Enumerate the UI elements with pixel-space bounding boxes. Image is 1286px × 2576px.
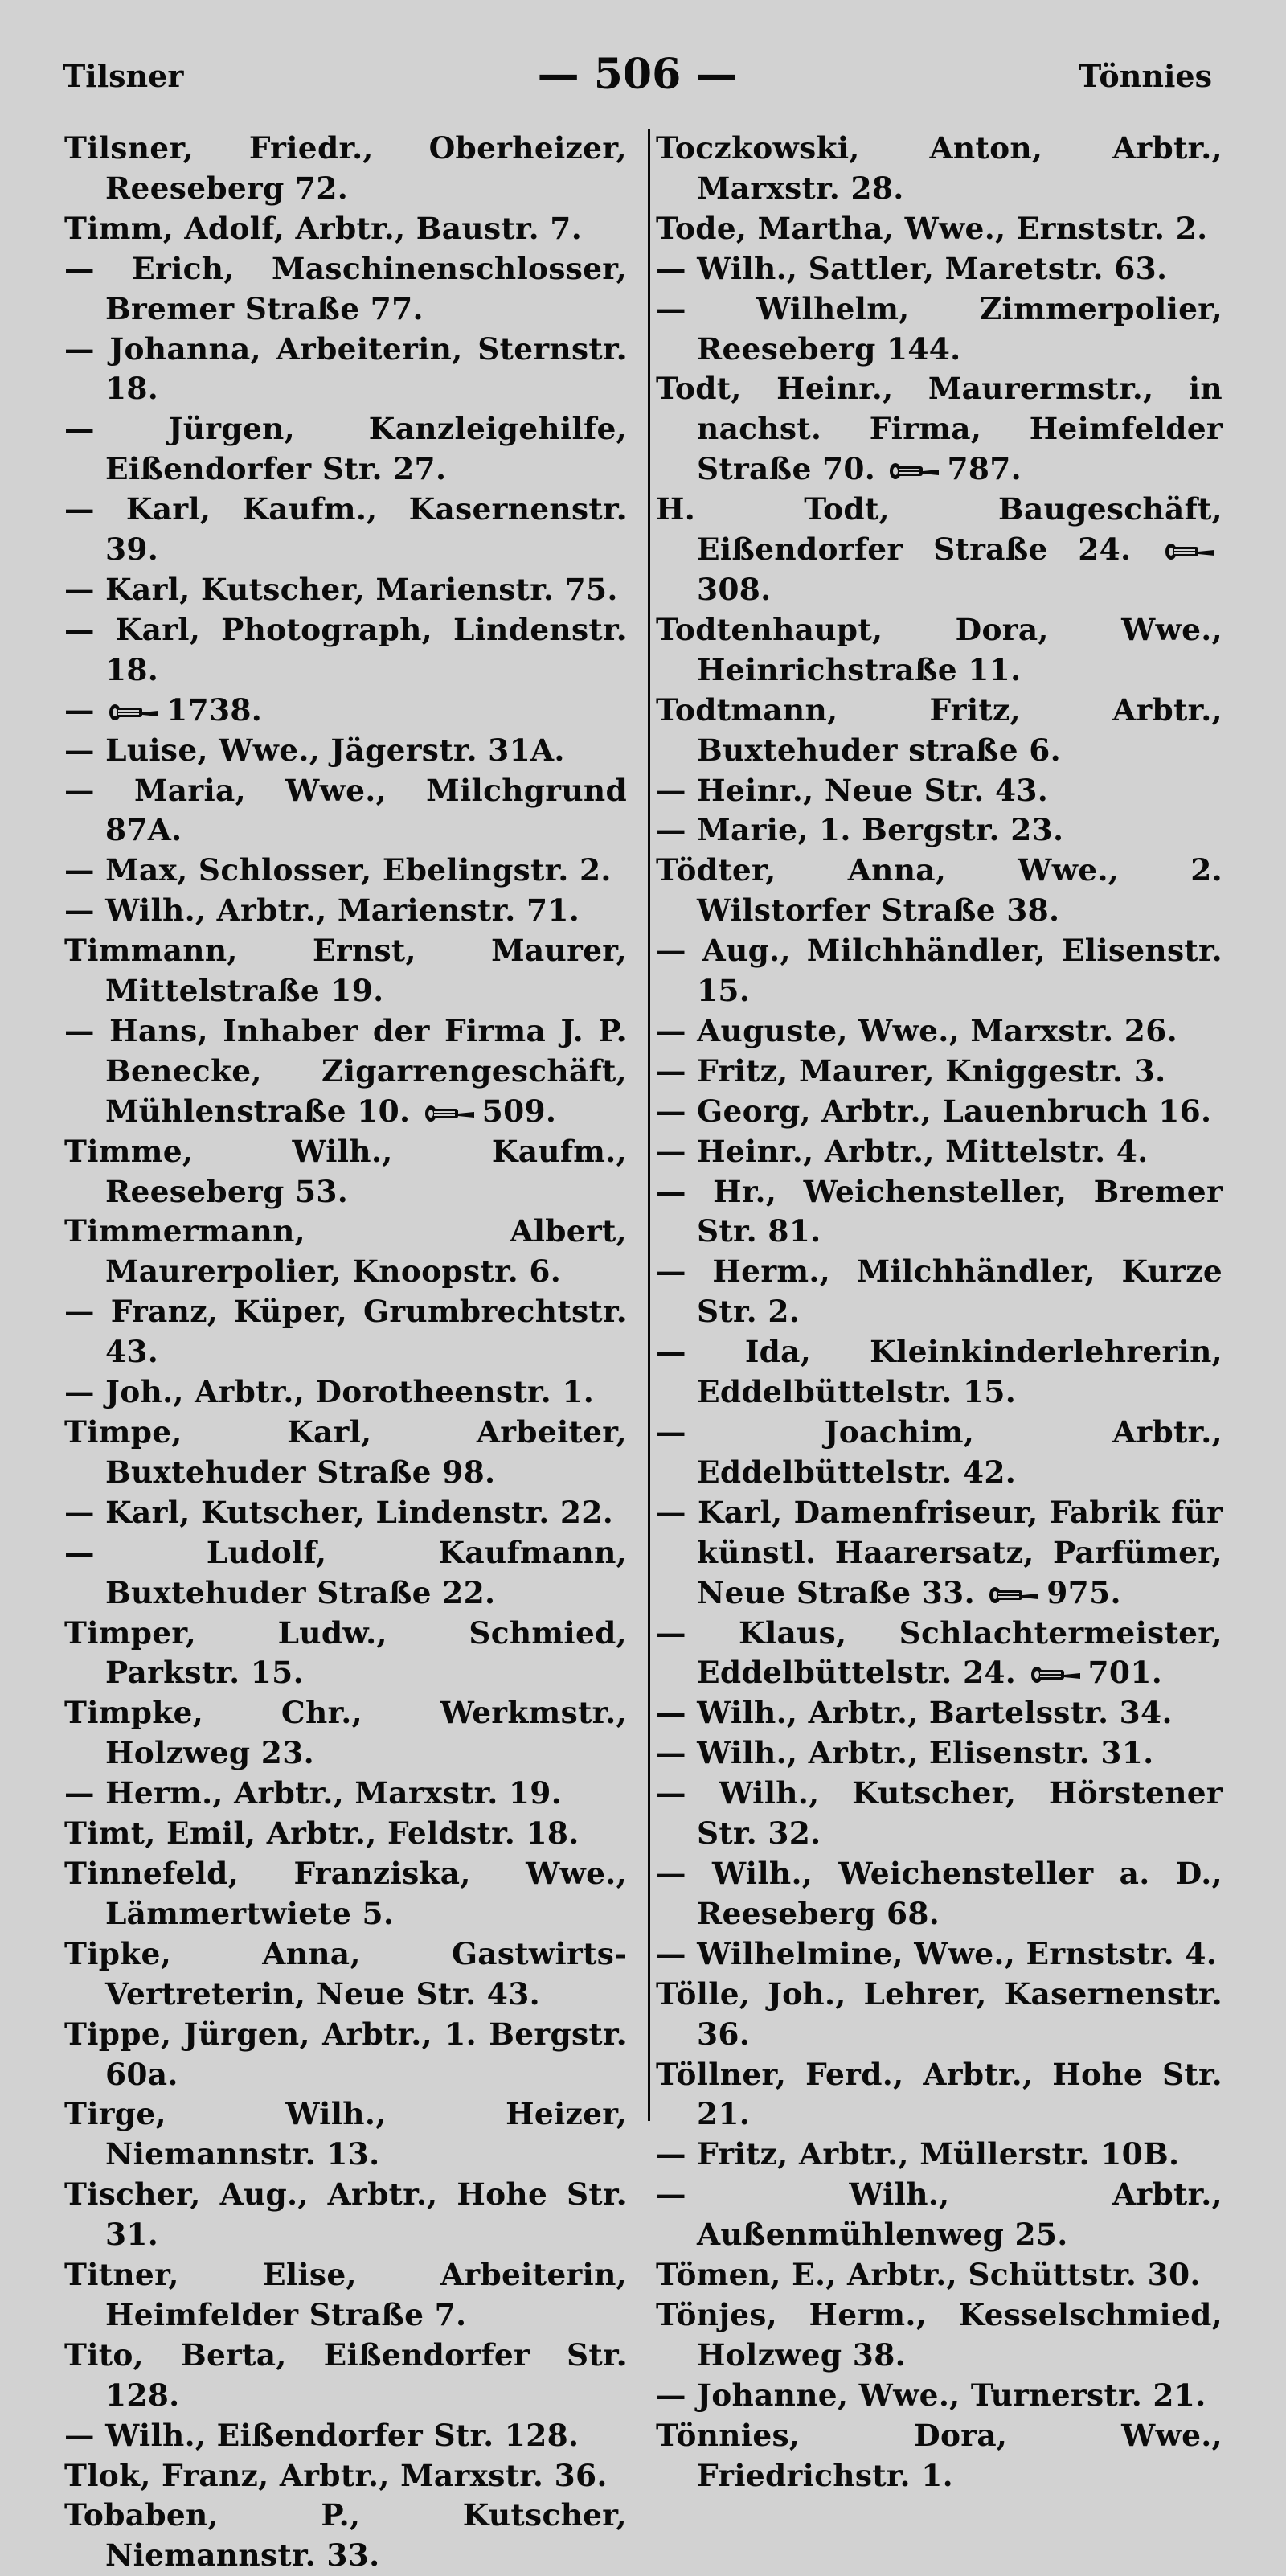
- entry-text: — Joachim, Arbtr., Eddelbüttelstr. 42.: [656, 1414, 1223, 1490]
- entry-text: — Klaus, Schlachtermeister, Eddelbüttelstr. 24.: [656, 1614, 1223, 1691]
- directory-entry: [64, 691, 627, 731]
- phone-number: 701.: [1087, 1655, 1163, 1691]
- directory-entry: [656, 209, 1223, 249]
- directory-entry: [656, 2175, 1223, 2255]
- entry-text: Tirge, Wilh., Heizer, Niemannstr. 13.: [64, 2096, 627, 2172]
- directory-entry: [656, 1132, 1223, 1172]
- directory-entry: [656, 2416, 1223, 2496]
- directory-entry: [656, 1172, 1223, 1253]
- entry-text: Timpke, Chr., Werkmstr., Holzweg 23.: [64, 1695, 627, 1771]
- phone-number: 308.: [697, 571, 772, 607]
- entry-text: Timpe, Karl, Arbeiter, Buxtehuder Straße 98.: [64, 1414, 627, 1490]
- directory-entry: [656, 2295, 1223, 2376]
- directory-entry: [656, 2376, 1223, 2416]
- directory-entry: [656, 810, 1223, 851]
- page-header: [63, 50, 1212, 106]
- telephone-icon: [423, 1103, 477, 1124]
- directory-entry: [656, 1011, 1223, 1052]
- directory-entry: [64, 209, 627, 249]
- directory-entry: [64, 1693, 627, 1774]
- directory-entry: [656, 249, 1223, 289]
- entry-text: — Karl, Kutscher, Lindenstr. 22.: [64, 1494, 614, 1530]
- directory-entry: [64, 2094, 627, 2175]
- directory-entry: [64, 610, 627, 691]
- entry-text: — Karl, Photograph, Lindenstr. 18.: [64, 611, 627, 687]
- entry-text: — Franz, Küper, Grumbrechtstr. 43.: [64, 1294, 627, 1370]
- entry-text: — Georg, Arbtr., Lauenbruch 16.: [656, 1093, 1212, 1129]
- entry-text: — Ludolf, Kaufmann, Buxtehuder Straße 22.: [64, 1534, 627, 1610]
- directory-entry: [656, 1092, 1223, 1132]
- directory-entry: [64, 409, 627, 490]
- directory-entry: [64, 1934, 627, 2015]
- entry-text: — Ida, Kleinkinderlehrerin, Eddelbüttelstr. 15.: [656, 1334, 1223, 1410]
- entry-text: Tinnefeld, Franziska, Wwe., Lämmertwiete 5.: [64, 1855, 627, 1931]
- entry-text: Timt, Emil, Arbtr., Feldstr. 18.: [64, 1815, 580, 1852]
- directory-entry: [656, 2055, 1223, 2135]
- directory-entry: [656, 289, 1223, 370]
- entry-text: — Wilh., Sattler, Maretstr. 63.: [656, 250, 1168, 286]
- entry-text: —: [64, 691, 95, 728]
- entry-text: — Wilh., Arbtr., Außenmühlenweg 25.: [656, 2176, 1223, 2253]
- directory-entry: [656, 490, 1223, 610]
- directory-entry: [656, 1493, 1223, 1614]
- entry-text: Tischer, Aug., Arbtr., Hohe Str. 31.: [64, 2176, 627, 2253]
- entry-text: — Wilh., Eißendorfer Str. 128.: [64, 2417, 580, 2453]
- entry-text: — Aug., Milchhändler, Elisenstr. 15.: [656, 933, 1223, 1009]
- directory-entry: [64, 490, 627, 570]
- entry-text: — Johanne, Wwe., Turnerstr. 21.: [656, 2377, 1206, 2413]
- right-column: [656, 129, 1223, 2496]
- telephone-icon: [887, 461, 942, 482]
- entry-text: Titner, Elise, Arbeiterin, Heimfelder Straße 7.: [64, 2257, 627, 2332]
- entry-text: — Heinr., Arbtr., Mittelstr. 4.: [656, 1133, 1149, 1169]
- entry-text: — Karl, Damenfriseur, Fabrik für künstl. Haarersatz, Parfümer, Neue Straße 33.: [656, 1494, 1223, 1610]
- entry-text: — Jürgen, Kanzleigehilfe, Eißendorfer Str. 27.: [64, 411, 627, 487]
- entry-text: — Fritz, Arbtr., Müllerstr. 10B.: [656, 2136, 1180, 2172]
- entry-text: — Joh., Arbtr., Dorotheenstr. 1.: [64, 1374, 595, 1410]
- directory-entry: [64, 1413, 627, 1493]
- directory-entry: [656, 1252, 1223, 1332]
- entry-text: Todt, Heinr., Maurermstr., in nachst. Firma, Heimfelder Straße 70.: [656, 371, 1223, 487]
- entry-text: H. Todt, Baugeschäft, Eißendorfer Straße 24.: [656, 491, 1223, 568]
- directory-entry: [64, 851, 627, 891]
- entry-text: — Karl, Kutscher, Marienstr. 75.: [64, 571, 618, 607]
- directory-entry: [64, 1011, 627, 1132]
- entry-text: Tode, Martha, Wwe., Ernststr. 2.: [656, 210, 1208, 246]
- entry-text: — Auguste, Wwe., Marxstr. 26.: [656, 1012, 1177, 1048]
- directory-entry: [656, 2255, 1223, 2295]
- entry-text: — Hans, Inhaber der Firma J. P. Benecke, Zigarrengeschäft, Mühlenstraße 10.: [64, 1012, 627, 1129]
- entry-text: — Erich, Maschinenschlosser, Bremer Straße 77.: [64, 250, 627, 326]
- telephone-icon: [1029, 1664, 1083, 1685]
- entry-text: Tömen, E., Arbtr., Schüttstr. 30.: [656, 2257, 1201, 2293]
- phone-number: 509.: [481, 1093, 557, 1129]
- entry-text: Töllner, Ferd., Arbtr., Hohe Str. 21.: [656, 2056, 1223, 2132]
- directory-entry: [656, 1052, 1223, 1092]
- directory-entry: [656, 369, 1223, 490]
- directory-entry: [64, 2456, 627, 2496]
- entry-text: Tipke, Anna, Gastwirts-Vertreterin, Neue Str. 43.: [64, 1935, 627, 2012]
- entry-text: — Max, Schlosser, Ebelingstr. 2.: [64, 852, 612, 888]
- directory-entry: [656, 1854, 1223, 1934]
- entry-text: Timper, Ludw., Schmied, Parkstr. 15.: [64, 1614, 627, 1691]
- directory-entry: [656, 1693, 1223, 1733]
- entry-text: — Wilhelm, Zimmerpolier, Reeseberg 144.: [656, 290, 1223, 367]
- entry-text: Tlok, Franz, Arbtr., Marxstr. 36.: [64, 2457, 608, 2493]
- entry-text: Tölle, Joh., Lehrer, Kasernenstr. 36.: [656, 1975, 1223, 2052]
- entry-text: — Fritz, Maurer, Kniggestr. 3.: [656, 1052, 1166, 1089]
- directory-entry: [656, 1774, 1223, 1854]
- entry-text: Tödter, Anna, Wwe., 2. Wilstorfer Straße 38.: [656, 852, 1223, 929]
- entry-text: Todtmann, Fritz, Arbtr., Buxtehuder straße 6.: [656, 691, 1223, 768]
- directory-entry: [656, 1733, 1223, 1774]
- directory-entry: [64, 1132, 627, 1212]
- entry-text: Tito, Berta, Eißendorfer Str. 128.: [64, 2336, 627, 2413]
- directory-entry: [656, 851, 1223, 931]
- entry-text: — Maria, Wwe., Milchgrund 87A.: [64, 772, 627, 848]
- directory-entry: [64, 1533, 627, 1614]
- header-left-keyword: Tilsner: [63, 58, 184, 94]
- entry-text: Timm, Adolf, Arbtr., Baustr. 7.: [64, 210, 583, 246]
- entry-text: Toczkowski, Anton, Arbtr., Marxstr. 28.: [656, 130, 1223, 206]
- column-divider: [648, 129, 650, 2121]
- entry-text: — Johanna, Arbeiterin, Sternstr. 18.: [64, 330, 627, 407]
- left-column: [64, 129, 627, 2576]
- directory-entry: [64, 2015, 627, 2095]
- directory-entry: [64, 931, 627, 1011]
- entry-text: Timmann, Ernst, Maurer, Mittelstraße 19.: [64, 933, 627, 1009]
- entry-text: — Wilh., Arbtr., Marienstr. 71.: [64, 892, 580, 929]
- directory-entry: [656, 691, 1223, 771]
- telephone-icon: [107, 702, 162, 723]
- directory-entry: [64, 1493, 627, 1533]
- directory-entry: [656, 1413, 1223, 1493]
- directory-entry: [64, 570, 627, 610]
- entry-text: Tippe, Jürgen, Arbtr., 1. Bergstr. 60a.: [64, 2016, 627, 2092]
- directory-entry: [64, 249, 627, 330]
- directory-entry: [656, 1614, 1223, 1694]
- entry-text: — Hr., Weichensteller, Bremer Str. 81.: [656, 1173, 1223, 1249]
- telephone-icon: [1163, 541, 1218, 562]
- entry-text: — Herm., Milchhändler, Kurze Str. 2.: [656, 1253, 1223, 1330]
- directory-entry: [64, 2255, 627, 2336]
- directory-entry: [656, 771, 1223, 811]
- directory-entry: [64, 891, 627, 931]
- directory-entry: [656, 129, 1223, 209]
- directory-entry: [64, 771, 627, 851]
- directory-entry: [64, 2496, 627, 2576]
- phone-number: 787.: [947, 451, 1022, 487]
- entry-text: — Wilhelmine, Wwe., Ernststr. 4.: [656, 1935, 1218, 1971]
- entry-text: Todtenhaupt, Dora, Wwe., Heinrichstraße 11.: [656, 611, 1223, 687]
- directory-entry: [656, 610, 1223, 691]
- directory-entry: [656, 1332, 1223, 1413]
- entry-text: — Luise, Wwe., Jägerstr. 31A.: [64, 732, 565, 768]
- directory-entry: [64, 1372, 627, 1413]
- directory-entry: [64, 2336, 627, 2416]
- directory-entry: [656, 931, 1223, 1011]
- directory-entry: [64, 330, 627, 410]
- directory-entry: [656, 1934, 1223, 1975]
- entry-text: Tönnies, Dora, Wwe., Friedrichstr. 1.: [656, 2417, 1223, 2493]
- entry-text: — Wilh., Arbtr., Elisenstr. 31.: [656, 1735, 1154, 1771]
- entry-text: — Wilh., Kutscher, Hörstener Str. 32.: [656, 1775, 1223, 1852]
- entry-text: — Heinr., Neue Str. 43.: [656, 772, 1049, 808]
- directory-entry: [656, 1975, 1223, 2055]
- directory-entry: [64, 1212, 627, 1292]
- directory-entry: [656, 2135, 1223, 2175]
- directory-entry: [64, 2416, 627, 2456]
- directory-entry: [64, 129, 627, 209]
- phone-number: 1738.: [166, 691, 263, 728]
- entry-text: Timmermann, Albert, Maurerpolier, Knoopstr. 6.: [64, 1213, 627, 1290]
- entry-text: — Marie, 1. Bergstr. 23.: [656, 812, 1064, 848]
- directory-entry: [64, 1292, 627, 1372]
- directory-entry: [64, 1774, 627, 1814]
- entry-text: Tobaben, P., Kutscher, Niemannstr. 33.: [64, 2497, 627, 2574]
- entry-text: Tönjes, Herm., Kesselschmied, Holzweg 38.: [656, 2296, 1223, 2373]
- directory-entry: [64, 1614, 627, 1694]
- directory-entry: [64, 1814, 627, 1854]
- entry-text: — Wilh., Weichensteller a. D., Reeseberg 68.: [656, 1855, 1223, 1931]
- header-right-keyword: Tönnies: [1078, 58, 1212, 94]
- entry-text: — Wilh., Arbtr., Bartelsstr. 34.: [656, 1695, 1173, 1731]
- telephone-icon: [987, 1585, 1042, 1606]
- entry-text: — Karl, Kaufm., Kasernenstr. 39.: [64, 491, 627, 568]
- directory-entry: [64, 2175, 627, 2255]
- entry-text: — Herm., Arbtr., Marxstr. 19.: [64, 1775, 563, 1811]
- page-number: — 506 —: [537, 50, 738, 99]
- entry-text: Timme, Wilh., Kaufm., Reeseberg 53.: [64, 1133, 627, 1209]
- entry-text: Tilsner, Friedr., Oberheizer, Reeseberg 72.: [64, 130, 627, 206]
- phone-number: 975.: [1046, 1574, 1121, 1610]
- directory-entry: [64, 1854, 627, 1934]
- directory-entry: [64, 731, 627, 771]
